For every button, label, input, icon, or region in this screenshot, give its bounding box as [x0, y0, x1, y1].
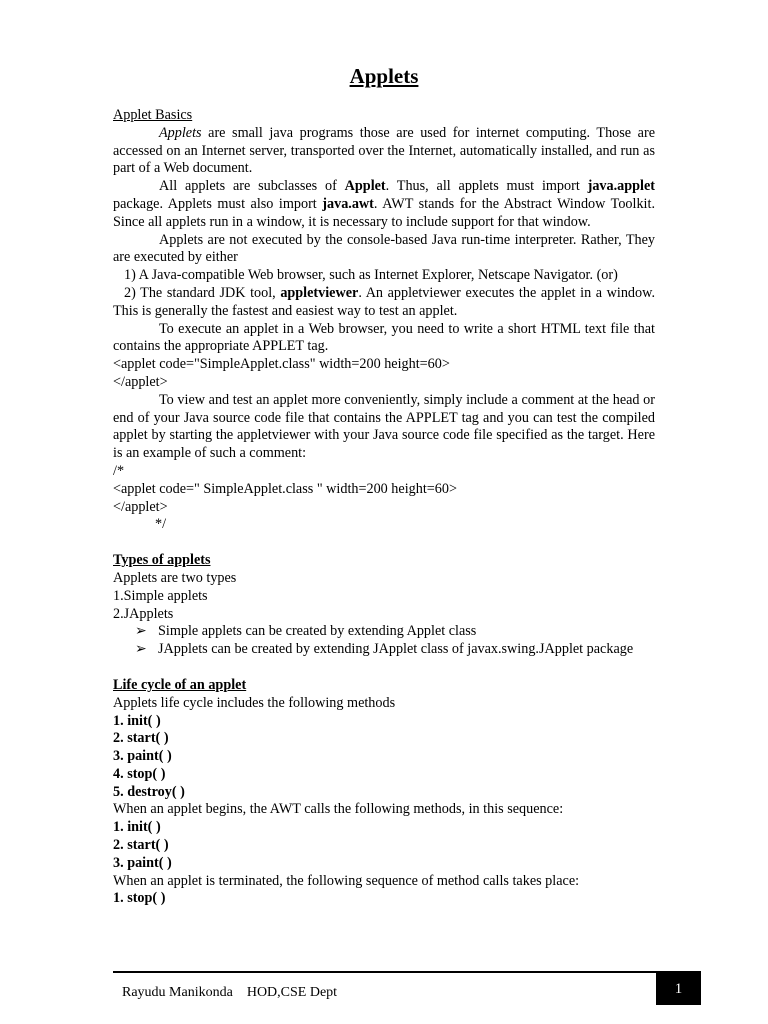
- footer-author: Rayudu Manikonda: [122, 985, 233, 1000]
- text: . Thus, all applets must import: [385, 178, 588, 195]
- code-line: </applet>: [113, 498, 168, 515]
- text: All applets are subclasses of: [159, 178, 345, 195]
- footer-department: HOD,CSE Dept: [246, 985, 338, 1000]
- bold-text: java.awt: [322, 195, 374, 212]
- text: . AWT stands for the Abstract Window Toolkit. Since all applets run in a window, it is necessary to include support for that window.: [113, 195, 655, 230]
- paragraph-appletviewer-testing: To view and test an applet more conveniently, simply include a comment at the head or end of your Java source code file that contains the APPLET tag and you can test the compiled applet by starting the appletviewer with your Java source code file specified as the target. Here is an example of such a comment:: [113, 391, 655, 462]
- bullet-text: Simple applets can be created by extending Applet class: [158, 623, 477, 640]
- page-number: 1: [656, 973, 701, 1005]
- arrow-bullet-icon: ➢: [135, 641, 147, 658]
- lifecycle-intro: Applets life cycle includes the following methods: [113, 694, 396, 711]
- lifecycle-begin-text: When an applet begins, the AWT calls the following methods, in this sequence:: [113, 801, 564, 818]
- comment-close: */: [155, 516, 167, 533]
- paragraph-applet-execution: Applets are not executed by the console-based Java run-time interpreter. Rather, They are executed by either: [113, 231, 655, 266]
- paragraph-applet-subclasses: [113, 178, 655, 231]
- method-item: 5. destroy( ): [113, 783, 185, 800]
- section-heading-applet-basics: Applet Basics: [113, 107, 193, 123]
- bullet-text: JApplets can be created by extending JApplet class of javax.swing.JApplet package: [158, 641, 634, 658]
- spacer: [113, 534, 655, 552]
- lifecycle-terminate-text: When an applet is terminated, the following sequence of method calls takes place:: [113, 872, 580, 889]
- types-intro: Applets are two types: [113, 569, 237, 586]
- method-item: 3. paint( ): [113, 748, 172, 765]
- emphasis-applets: Applets: [159, 124, 202, 141]
- paragraph-browser-execution: To execute an applet in a Web browser, you need to write a short HTML text file that contains the appropriate APPLET tag.: [113, 320, 655, 355]
- code-line: <applet code=" SimpleApplet.class " width=200 height=60>: [113, 480, 457, 497]
- bold-text: appletviewer: [280, 284, 359, 301]
- paragraph-applets-definition: [113, 125, 655, 178]
- type-item: 1.Simple applets: [113, 587, 208, 604]
- text: are small java programs those are used for internet computing. Those are accessed on an Internet server, transported over the Internet, automatically installed, and run as part of a Web document.: [113, 124, 655, 177]
- bold-text: Applet: [344, 178, 386, 195]
- footer-divider: [113, 971, 701, 973]
- arrow-bullet-icon: ➢: [135, 623, 147, 640]
- code-line: </applet>: [113, 373, 168, 390]
- section-heading-types: Types of applets: [113, 552, 211, 569]
- type-item: 2.JApplets: [113, 605, 174, 622]
- bullet-item: [135, 641, 655, 659]
- code-line: <applet code="SimpleApplet.class" width=200 height=60>: [113, 356, 450, 373]
- text: . An appletviewer executes the applet in a window. This is generally the fastest and easiest way to test an applet.: [113, 284, 655, 319]
- method-item: 1. stop( ): [113, 890, 166, 907]
- section-heading-life-cycle: Life cycle of an applet: [113, 676, 247, 693]
- comment-open: /*: [113, 462, 125, 479]
- page-title: Applets: [349, 64, 419, 88]
- spacer: [113, 659, 655, 677]
- method-item: 1. init( ): [113, 819, 161, 836]
- document-body: [113, 107, 655, 908]
- bold-text: java.applet: [587, 178, 655, 195]
- text: package. Applets must also import: [113, 195, 323, 212]
- text: 2) The standard JDK tool,: [124, 284, 281, 301]
- method-item: 1. init( ): [113, 712, 161, 729]
- execution-option-appletviewer: [113, 285, 655, 321]
- method-item: 2. start( ): [113, 837, 169, 854]
- method-item: 3. paint( ): [113, 854, 172, 871]
- execution-option-browser: 1) A Java-compatible Web browser, such as Internet Explorer, Netscape Navigator. (or): [124, 267, 618, 284]
- method-item: 4. stop( ): [113, 765, 166, 782]
- bullet-item: [135, 623, 655, 641]
- footer: [122, 985, 337, 1001]
- method-item: 2. start( ): [113, 730, 169, 747]
